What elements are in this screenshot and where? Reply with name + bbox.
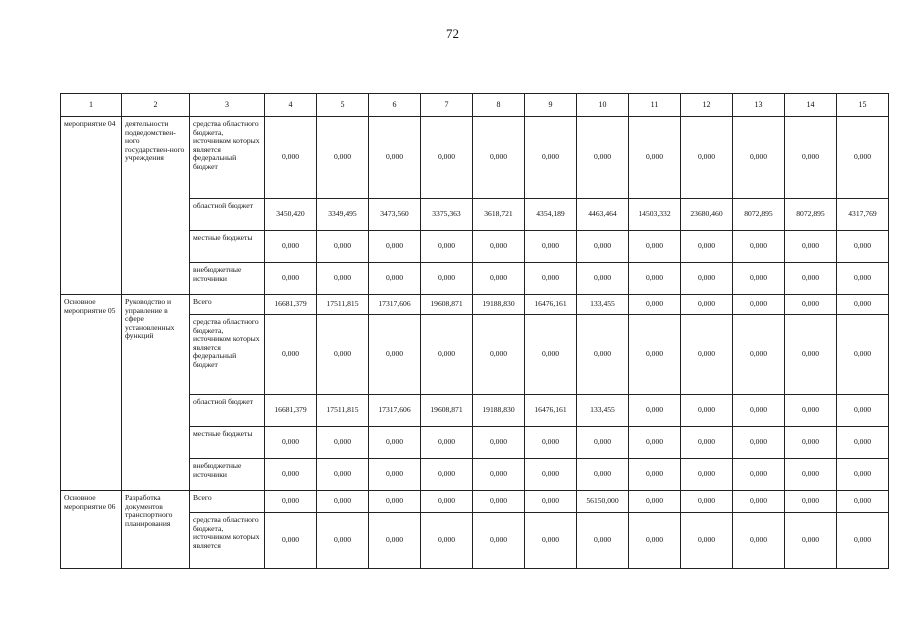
value-cell: 0,000 [785,295,837,315]
event-name-cell: деятельности подведомствен-ного государствен-ного учреждения [122,117,190,295]
value-cell: 0,000 [577,459,629,491]
value-cell: 0,000 [369,427,421,459]
header-cell: 10 [577,94,629,117]
value-cell: 0,000 [369,459,421,491]
value-cell: 0,000 [317,427,369,459]
value-cell: 0,000 [629,427,681,459]
value-cell: 0,000 [785,231,837,263]
funding-source-cell: местные бюджеты [190,231,265,263]
value-cell: 0,000 [265,513,317,569]
header-cell: 13 [733,94,785,117]
header-cell: 5 [317,94,369,117]
value-cell: 0,000 [785,315,837,395]
value-cell: 17511,815 [317,295,369,315]
value-cell: 0,000 [421,459,473,491]
value-cell: 0,000 [681,263,733,295]
value-cell: 0,000 [577,315,629,395]
value-cell: 0,000 [681,295,733,315]
value-cell: 0,000 [837,459,889,491]
value-cell: 0,000 [837,263,889,295]
value-cell: 0,000 [629,513,681,569]
value-cell: 0,000 [421,513,473,569]
value-cell: 0,000 [473,231,525,263]
value-cell: 0,000 [525,427,577,459]
value-cell: 0,000 [681,491,733,513]
value-cell: 16681,379 [265,295,317,315]
value-cell: 0,000 [785,395,837,427]
value-cell: 0,000 [473,315,525,395]
value-cell: 0,000 [317,491,369,513]
table-row [61,117,889,199]
value-cell: 133,455 [577,395,629,427]
value-cell: 8072,895 [785,199,837,231]
value-cell: 19188,830 [473,395,525,427]
value-cell: 0,000 [681,395,733,427]
value-cell: 0,000 [421,427,473,459]
event-code-cell: Основное мероприятие 05 [61,295,122,491]
header-cell: 12 [681,94,733,117]
value-cell: 0,000 [837,295,889,315]
header-cell: 7 [421,94,473,117]
value-cell: 0,000 [785,263,837,295]
header-cell: 4 [265,94,317,117]
funding-source-cell: областной бюджет [190,199,265,231]
value-cell: 0,000 [421,117,473,199]
value-cell: 0,000 [317,459,369,491]
value-cell: 16476,161 [525,395,577,427]
value-cell: 0,000 [265,263,317,295]
header-row [61,94,889,117]
value-cell: 0,000 [369,117,421,199]
header-cell: 1 [61,94,122,117]
header-cell: 11 [629,94,681,117]
value-cell: 0,000 [317,263,369,295]
value-cell: 0,000 [473,459,525,491]
value-cell: 0,000 [421,315,473,395]
event-code-cell: Основное мероприятие 06 [61,491,122,569]
funding-source-cell: Всего [190,295,265,315]
value-cell: 0,000 [733,513,785,569]
value-cell: 0,000 [785,427,837,459]
value-cell: 17317,606 [369,395,421,427]
funding-source-cell: внебюджетные источники [190,459,265,491]
value-cell: 0,000 [525,513,577,569]
value-cell: 0,000 [577,427,629,459]
value-cell: 19188,830 [473,295,525,315]
value-cell: 0,000 [785,513,837,569]
value-cell: 0,000 [629,491,681,513]
value-cell: 0,000 [473,513,525,569]
value-cell: 3473,560 [369,199,421,231]
value-cell: 0,000 [265,231,317,263]
value-cell: 0,000 [785,491,837,513]
header-cell: 15 [837,94,889,117]
page-number: 72 [446,26,459,41]
value-cell: 0,000 [733,459,785,491]
value-cell: 0,000 [681,117,733,199]
value-cell: 0,000 [733,295,785,315]
funding-source-cell: внебюджетные источники [190,263,265,295]
value-cell: 0,000 [421,263,473,295]
table-body [61,94,889,569]
funding-source-cell: местные бюджеты [190,427,265,459]
value-cell: 23680,460 [681,199,733,231]
value-cell: 0,000 [421,491,473,513]
funding-source-cell: средства областного бюджета, источником которых является федеральный бюджет [190,117,265,199]
value-cell: 0,000 [629,295,681,315]
value-cell: 0,000 [525,263,577,295]
value-cell: 133,455 [577,295,629,315]
value-cell: 0,000 [837,231,889,263]
value-cell: 4317,769 [837,199,889,231]
value-cell: 0,000 [681,513,733,569]
value-cell: 0,000 [525,459,577,491]
value-cell: 0,000 [733,231,785,263]
value-cell: 0,000 [733,117,785,199]
value-cell: 0,000 [577,263,629,295]
funding-source-cell: средства областного бюджета, источником которых является [190,513,265,569]
value-cell: 0,000 [837,491,889,513]
value-cell: 8072,895 [733,199,785,231]
value-cell: 0,000 [681,427,733,459]
value-cell: 19608,871 [421,295,473,315]
value-cell: 0,000 [473,427,525,459]
value-cell: 17317,606 [369,295,421,315]
value-cell: 0,000 [317,117,369,199]
value-cell: 0,000 [525,117,577,199]
value-cell: 0,000 [369,231,421,263]
value-cell: 0,000 [369,263,421,295]
value-cell: 0,000 [837,315,889,395]
value-cell: 3450,420 [265,199,317,231]
value-cell: 4463,464 [577,199,629,231]
value-cell: 0,000 [317,513,369,569]
value-cell: 0,000 [473,491,525,513]
value-cell: 3349,495 [317,199,369,231]
value-cell: 3375,363 [421,199,473,231]
value-cell: 0,000 [265,459,317,491]
value-cell: 0,000 [525,315,577,395]
value-cell: 0,000 [629,117,681,199]
value-cell: 0,000 [629,395,681,427]
budget-table [60,93,889,569]
event-code-cell: мероприятие 04 [61,117,122,295]
header-cell: 2 [122,94,190,117]
value-cell: 0,000 [577,117,629,199]
value-cell: 0,000 [265,427,317,459]
value-cell: 0,000 [473,263,525,295]
value-cell: 0,000 [681,459,733,491]
value-cell: 16681,379 [265,395,317,427]
header-cell: 9 [525,94,577,117]
value-cell: 0,000 [265,117,317,199]
value-cell: 0,000 [681,231,733,263]
value-cell: 0,000 [265,315,317,395]
value-cell: 0,000 [785,459,837,491]
event-name-cell: Разработка документов транспортного планирования [122,491,190,569]
value-cell: 3618,721 [473,199,525,231]
value-cell: 14503,332 [629,199,681,231]
value-cell: 19608,871 [421,395,473,427]
value-cell: 0,000 [317,231,369,263]
value-cell: 0,000 [837,513,889,569]
value-cell: 0,000 [733,427,785,459]
header-cell: 3 [190,94,265,117]
value-cell: 4354,189 [525,199,577,231]
header-cell: 8 [473,94,525,117]
header-cell: 6 [369,94,421,117]
value-cell: 0,000 [577,513,629,569]
value-cell: 0,000 [733,491,785,513]
value-cell: 0,000 [629,263,681,295]
value-cell: 0,000 [369,315,421,395]
table-row [61,491,889,513]
value-cell: 0,000 [733,315,785,395]
value-cell: 0,000 [577,231,629,263]
value-cell: 0,000 [629,231,681,263]
value-cell: 0,000 [525,491,577,513]
value-cell: 16476,161 [525,295,577,315]
value-cell: 56150,000 [577,491,629,513]
value-cell: 0,000 [421,231,473,263]
event-name-cell: Руководство и управление в сфере установленных функций [122,295,190,491]
value-cell: 0,000 [265,491,317,513]
value-cell: 0,000 [369,513,421,569]
value-cell: 0,000 [629,315,681,395]
funding-source-cell: Всего [190,491,265,513]
value-cell: 0,000 [837,427,889,459]
value-cell: 0,000 [473,117,525,199]
value-cell: 0,000 [785,117,837,199]
value-cell: 0,000 [733,395,785,427]
value-cell: 17511,815 [317,395,369,427]
table-row [61,295,889,315]
funding-source-cell: областной бюджет [190,395,265,427]
value-cell: 0,000 [733,263,785,295]
value-cell: 0,000 [525,231,577,263]
funding-source-cell: средства областного бюджета, источником которых является федеральный бюджет [190,315,265,395]
value-cell: 0,000 [317,315,369,395]
value-cell: 0,000 [837,395,889,427]
value-cell: 0,000 [837,117,889,199]
value-cell: 0,000 [629,459,681,491]
value-cell: 0,000 [681,315,733,395]
value-cell: 0,000 [369,491,421,513]
header-cell: 14 [785,94,837,117]
